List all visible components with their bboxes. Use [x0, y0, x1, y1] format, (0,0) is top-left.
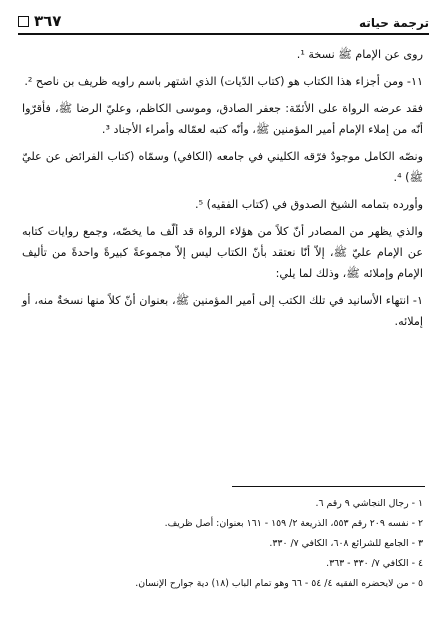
paragraph: ١١- ومن أجزاء هذا الكتاب هو (كتاب الدّيات) الذي اشتهر باسم راويه ظريف بن ناصح ². [24, 75, 423, 88]
footnote: ٣ - الجامع للشرائع ٦٠٨، الكافي ٧/ ٣٣٠. [269, 538, 423, 549]
page-number-group [18, 12, 61, 30]
page-number: ٣٦٧ [34, 12, 62, 30]
footnote: ٢ - نفسه ٢٠٩ رقم ٥٥٣، الذريعة ٢/ ١٥٩ - ١٦١ بعنوان: أصل ظريف. [164, 518, 423, 529]
square-ornament-icon [18, 16, 29, 27]
footnote: ١ - رجال النجاشي ٩ رقم ٦. [315, 498, 423, 509]
footnote: ٥ - من لايحضره الفقيه ٤/ ٥٤ - ٦٦ وهو تمام الباب (١٨) دية جوارح الإنسان. [135, 578, 423, 589]
main-text [22, 44, 423, 338]
footnote-divider [232, 486, 425, 487]
page-header [18, 8, 429, 35]
paragraph: وأورده بتمامه الشيخ الصدوق في (كتاب الفقيه) ⁵. [195, 198, 423, 211]
paragraph: ١- انتهاء الأسانيد في تلك الكتب إلى أمير المؤمنين ﷺ، بعنوان أنّ كلاً منها نسخةٌ منه، أو إملائه. [22, 294, 423, 328]
footnote: ٤ - الكافي ٧/ ٣٣٠ - ٣٦٣. [326, 558, 423, 569]
paragraph: ونصّه الكامل موجودٌ فرّقه الكليني في جامعه (الكافي) وسمّاه (كتاب الفرائض عن عليّ ﷺ) ⁴. [22, 150, 423, 184]
paragraph: والذي يظهر من المصادر أنّ كلاً من هؤلاء الرواة قد ألّف ما يخصّه، وجمع روايات كتابه عن الإمام عليّ ﷺ، إلاّ أنّا نعتقد بأنّ الكتاب ليس إلاّ مجموعةً كبيرةً واحدةً من تأليف الإمام وإملائه ﷺ، وذلك لما يلي: [22, 225, 423, 280]
running-title: ترجمة حياته [359, 16, 429, 30]
paragraph: فقد عرضه الرواة على الأئمّة: جعفر الصادق، وموسى الكاظم، وعليّ الرضا ﷺ، فأقرّوا أنّه من إملاء الإمام أمير المؤمنين ﷺ، وأنّه كتبه لعمّاله وأمراء الأجناد ³. [22, 102, 423, 136]
footnotes [22, 494, 423, 594]
paragraph: روى عن الإمام ﷺ نسخة ¹. [296, 48, 423, 61]
